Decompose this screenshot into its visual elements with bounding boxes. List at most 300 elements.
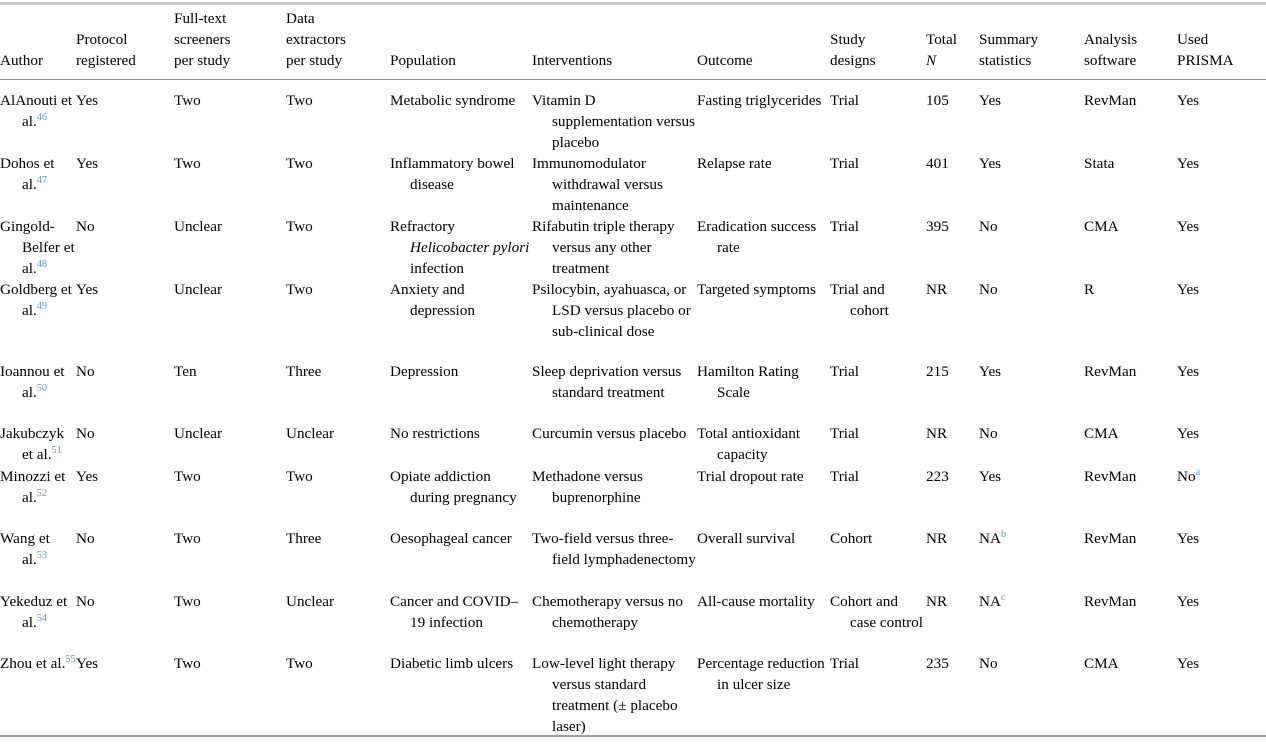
cell-author bbox=[0, 466, 76, 509]
table-row bbox=[0, 634, 1266, 738]
column-header-line: PRISMA bbox=[1177, 52, 1234, 70]
cell-protocol bbox=[76, 634, 174, 738]
outcome-value: Total antioxidant capacity bbox=[697, 425, 801, 463]
column-header-interventions bbox=[532, 0, 697, 79]
column-header-line bbox=[926, 9, 979, 30]
cell-interventions bbox=[532, 79, 697, 154]
cell-designs bbox=[830, 571, 926, 634]
interventions-value: Sleep deprivation versus standard treatment bbox=[532, 363, 682, 401]
prisma-value: Yes bbox=[1177, 655, 1200, 672]
column-header-line: Protocol bbox=[76, 31, 128, 49]
column-header-line bbox=[697, 30, 830, 51]
column-header-line: Analysis bbox=[1084, 31, 1138, 49]
cell-outcome bbox=[697, 343, 830, 404]
column-header-line: Data bbox=[286, 10, 315, 28]
protocol-value: No bbox=[76, 218, 95, 235]
screeners-value: Unclear bbox=[174, 218, 223, 235]
cell-screeners bbox=[174, 571, 286, 634]
cell-software bbox=[1084, 404, 1177, 466]
extractors-value: Three bbox=[286, 363, 322, 380]
prisma-value: No$^a$ bbox=[1177, 466, 1201, 485]
cell-designs bbox=[830, 634, 926, 738]
prisma-value: Yes bbox=[1177, 425, 1200, 442]
table-body bbox=[0, 79, 1266, 738]
cell-prisma bbox=[1177, 154, 1266, 217]
column-header-line: N bbox=[926, 52, 937, 70]
population-value: Oesophageal cancer bbox=[390, 530, 512, 547]
cell-screeners bbox=[174, 466, 286, 509]
designs-value: Trial bbox=[830, 655, 859, 672]
author-value: Jakubczyk et al.$^{51}$ bbox=[0, 425, 65, 463]
author-value: Yekeduz et al.$^{54}$ bbox=[0, 593, 68, 631]
citation-superscript[interactable]: 48 bbox=[36, 258, 48, 270]
designs-value: Trial bbox=[830, 468, 859, 485]
cell-extractors bbox=[286, 154, 390, 217]
cell-protocol bbox=[76, 79, 174, 154]
software-value: RevMan bbox=[1084, 593, 1137, 610]
cell-designs bbox=[830, 280, 926, 343]
cell-software bbox=[1084, 571, 1177, 634]
citation-superscript[interactable]: 47 bbox=[36, 174, 48, 186]
extractors-value: Unclear bbox=[286, 425, 335, 442]
column-header-line bbox=[532, 9, 697, 30]
cell-interventions bbox=[532, 217, 697, 280]
protocol-value: No bbox=[76, 593, 95, 610]
prisma-value: Yes bbox=[1177, 530, 1200, 547]
cell-protocol bbox=[76, 509, 174, 571]
column-header-line bbox=[390, 30, 532, 51]
cell-protocol bbox=[76, 466, 174, 509]
software-value: R bbox=[1084, 281, 1095, 298]
column-header-line: Interventions bbox=[532, 52, 613, 70]
cell-summary bbox=[979, 79, 1084, 154]
cell-screeners bbox=[174, 280, 286, 343]
extractors-value: Two bbox=[286, 281, 313, 298]
author-value: Wang et al.$^{53}$ bbox=[0, 530, 50, 568]
author-value: Gingold-Belfer et al.$^{48}$ bbox=[0, 218, 75, 277]
cell-population bbox=[390, 217, 532, 280]
cell-designs bbox=[830, 154, 926, 217]
cell-total-n bbox=[926, 466, 979, 509]
column-header-line: Summary bbox=[979, 31, 1039, 49]
screeners-value: Two bbox=[174, 468, 201, 485]
extractors-value: Two bbox=[286, 655, 313, 672]
designs-value: Cohort bbox=[830, 530, 873, 547]
column-header-line bbox=[1177, 9, 1266, 30]
column-header-line: statistics bbox=[979, 52, 1032, 70]
cell-author bbox=[0, 217, 76, 280]
cell-designs bbox=[830, 509, 926, 571]
designs-value: Trial bbox=[830, 218, 859, 235]
interventions-value: Chemotherapy versus no chemotherapy bbox=[532, 593, 683, 631]
column-header-line: Used bbox=[1177, 31, 1209, 49]
citation-superscript[interactable]: 49 bbox=[36, 300, 48, 312]
column-header-summary-statistics bbox=[979, 0, 1084, 79]
cell-prisma bbox=[1177, 343, 1266, 404]
cell-author bbox=[0, 509, 76, 571]
cell-interventions bbox=[532, 466, 697, 509]
population-value: No restrictions bbox=[390, 425, 480, 442]
cell-prisma bbox=[1177, 280, 1266, 343]
column-header-data-extractors bbox=[286, 0, 390, 79]
outcome-value: Hamilton Rating Scale bbox=[697, 363, 799, 401]
population-value: Opiate addiction during pregnancy bbox=[390, 468, 517, 506]
cell-screeners bbox=[174, 343, 286, 404]
cell-population bbox=[390, 634, 532, 738]
extractors-value: Two bbox=[286, 155, 313, 172]
extractors-value: Two bbox=[286, 218, 313, 235]
interventions-value: Rifabutin triple therapy versus any other treatment bbox=[532, 218, 675, 277]
cell-software bbox=[1084, 509, 1177, 571]
extractors-value: Two bbox=[286, 468, 313, 485]
column-header-line: Total bbox=[926, 31, 957, 49]
column-header-line bbox=[697, 9, 830, 30]
cell-interventions bbox=[532, 280, 697, 343]
interventions-value: Two-field versus three-field lymphadenectomy bbox=[532, 530, 696, 568]
cell-total-n bbox=[926, 509, 979, 571]
cell-population bbox=[390, 509, 532, 571]
summary-value: No bbox=[979, 281, 998, 298]
scientific-name: Helicobacter pylori bbox=[410, 238, 530, 256]
cell-protocol bbox=[76, 404, 174, 466]
cell-protocol bbox=[76, 343, 174, 404]
screeners-value: Ten bbox=[174, 363, 197, 380]
cell-protocol bbox=[76, 154, 174, 217]
screeners-value: Two bbox=[174, 530, 201, 547]
cell-total-n bbox=[926, 217, 979, 280]
total-n-value: 105 bbox=[926, 92, 949, 109]
total-n-value: NR bbox=[926, 593, 948, 610]
outcome-value: Percentage reduction in ulcer size bbox=[697, 655, 825, 693]
cell-outcome bbox=[697, 466, 830, 509]
cell-extractors bbox=[286, 79, 390, 154]
citation-superscript[interactable]: 52 bbox=[36, 487, 48, 499]
protocol-value: Yes bbox=[76, 655, 99, 672]
cell-total-n bbox=[926, 571, 979, 634]
population-value: Anxiety and depression bbox=[390, 281, 475, 319]
cell-author bbox=[0, 79, 76, 154]
cell-prisma bbox=[1177, 404, 1266, 466]
cell-total-n bbox=[926, 154, 979, 217]
cell-summary bbox=[979, 217, 1084, 280]
author-value: AlAnouti et al.$^{46}$ bbox=[0, 92, 73, 130]
cell-population bbox=[390, 79, 532, 154]
designs-value: Cohort and case control bbox=[830, 593, 923, 631]
column-header-line bbox=[979, 9, 1084, 30]
table-header bbox=[0, 0, 1266, 79]
screeners-value: Two bbox=[174, 655, 201, 672]
cell-extractors bbox=[286, 509, 390, 571]
cell-screeners bbox=[174, 634, 286, 738]
designs-value: Trial bbox=[830, 425, 859, 442]
table-header-row bbox=[0, 0, 1266, 79]
cell-software bbox=[1084, 280, 1177, 343]
cell-author bbox=[0, 404, 76, 466]
prisma-value: Yes bbox=[1177, 593, 1200, 610]
protocol-value: Yes bbox=[76, 468, 99, 485]
cell-total-n bbox=[926, 634, 979, 738]
cell-interventions bbox=[532, 634, 697, 738]
software-value: RevMan bbox=[1084, 92, 1137, 109]
column-header-line: Study bbox=[830, 31, 866, 49]
cell-interventions bbox=[532, 571, 697, 634]
cell-prisma bbox=[1177, 466, 1266, 509]
cell-population bbox=[390, 404, 532, 466]
cell-prisma bbox=[1177, 634, 1266, 738]
cell-population bbox=[390, 343, 532, 404]
total-n-value: NR bbox=[926, 530, 948, 547]
table-row bbox=[0, 571, 1266, 634]
summary-value: Yes bbox=[979, 363, 1002, 380]
citation-superscript[interactable]: 46 bbox=[36, 111, 48, 123]
cell-outcome bbox=[697, 404, 830, 466]
table-row bbox=[0, 404, 1266, 466]
software-value: CMA bbox=[1084, 425, 1119, 442]
cell-total-n bbox=[926, 79, 979, 154]
cell-software bbox=[1084, 343, 1177, 404]
designs-value: Trial bbox=[830, 155, 859, 172]
software-value: CMA bbox=[1084, 655, 1119, 672]
cell-software bbox=[1084, 79, 1177, 154]
protocol-value: No bbox=[76, 425, 95, 442]
screeners-value: Two bbox=[174, 92, 201, 109]
cell-extractors bbox=[286, 571, 390, 634]
outcome-value: Relapse rate bbox=[697, 155, 772, 172]
column-header-line: Outcome bbox=[697, 52, 753, 70]
cell-screeners bbox=[174, 404, 286, 466]
cell-interventions bbox=[532, 404, 697, 466]
table-row bbox=[0, 343, 1266, 404]
column-header-total-n bbox=[926, 0, 979, 79]
interventions-value: Vitamin D supplementation versus placebo bbox=[532, 92, 695, 151]
interventions-value: Psilocybin, ayahuasca, or LSD versus placebo or sub-clinical dose bbox=[532, 281, 691, 340]
cell-outcome bbox=[697, 79, 830, 154]
summary-value: Yes bbox=[979, 92, 1002, 109]
outcome-value: All-cause mortality bbox=[697, 593, 815, 610]
cell-prisma bbox=[1177, 79, 1266, 154]
cell-author bbox=[0, 280, 76, 343]
cell-screeners bbox=[174, 154, 286, 217]
population-value: Cancer and COVID–19 infection bbox=[390, 593, 519, 631]
table-row bbox=[0, 509, 1266, 571]
cell-summary bbox=[979, 343, 1084, 404]
cell-software bbox=[1084, 466, 1177, 509]
column-header-line: per study bbox=[286, 52, 343, 70]
prisma-value: Yes bbox=[1177, 218, 1200, 235]
population-value: Refractory Helicobacter pylori infection bbox=[390, 218, 530, 277]
cell-extractors bbox=[286, 280, 390, 343]
total-n-value: 395 bbox=[926, 218, 949, 235]
summary-value: No bbox=[979, 425, 998, 442]
cell-summary bbox=[979, 404, 1084, 466]
cell-author bbox=[0, 634, 76, 738]
cell-designs bbox=[830, 466, 926, 509]
cell-total-n bbox=[926, 404, 979, 466]
cell-outcome bbox=[697, 634, 830, 738]
cell-total-n bbox=[926, 343, 979, 404]
cell-summary bbox=[979, 571, 1084, 634]
citation-superscript[interactable]: 51 bbox=[51, 444, 62, 456]
column-header-line bbox=[76, 9, 174, 30]
total-n-value: 401 bbox=[926, 155, 949, 172]
extractors-value: Two bbox=[286, 92, 313, 109]
protocol-value: Yes bbox=[76, 92, 99, 109]
cell-extractors bbox=[286, 343, 390, 404]
citation-superscript[interactable]: 55 bbox=[65, 653, 76, 665]
cell-prisma bbox=[1177, 217, 1266, 280]
summary-value: No bbox=[979, 655, 998, 672]
software-value: RevMan bbox=[1084, 468, 1137, 485]
outcome-value: Trial dropout rate bbox=[697, 468, 804, 485]
column-header-line: designs bbox=[830, 52, 876, 70]
cell-software bbox=[1084, 634, 1177, 738]
cell-protocol bbox=[76, 280, 174, 343]
cell-designs bbox=[830, 217, 926, 280]
column-header-line bbox=[1084, 9, 1177, 30]
cell-outcome bbox=[697, 217, 830, 280]
total-n-value: 223 bbox=[926, 468, 949, 485]
author-value: Dohos et al.$^{47}$ bbox=[0, 155, 55, 193]
author-value: Ioannou et al.$^{50}$ bbox=[0, 363, 65, 401]
column-header-line: registered bbox=[76, 52, 136, 70]
total-n-value: NR bbox=[926, 281, 948, 298]
protocol-value: Yes bbox=[76, 281, 99, 298]
outcome-value: Fasting triglycerides bbox=[697, 92, 822, 109]
cell-author bbox=[0, 343, 76, 404]
column-header-protocol-registered bbox=[76, 0, 174, 79]
cell-screeners bbox=[174, 79, 286, 154]
column-header-author bbox=[0, 0, 76, 79]
interventions-value: Methadone versus buprenorphine bbox=[532, 468, 643, 506]
cell-summary bbox=[979, 466, 1084, 509]
interventions-value: Immunomodulator withdrawal versus maintenance bbox=[532, 155, 663, 214]
cell-outcome bbox=[697, 571, 830, 634]
outcome-value: Targeted symptoms bbox=[697, 281, 816, 298]
column-header-line: Population bbox=[390, 52, 456, 70]
software-value: RevMan bbox=[1084, 530, 1137, 547]
column-header-line: software bbox=[1084, 52, 1137, 70]
population-value: Metabolic syndrome bbox=[390, 92, 516, 109]
column-header-fulltext-screeners bbox=[174, 0, 286, 79]
designs-value: Trial bbox=[830, 363, 859, 380]
cell-population bbox=[390, 466, 532, 509]
cell-designs bbox=[830, 343, 926, 404]
prisma-value: Yes bbox=[1177, 155, 1200, 172]
column-header-used-prisma bbox=[1177, 0, 1266, 79]
table-row bbox=[0, 217, 1266, 280]
screeners-value: Two bbox=[174, 155, 201, 172]
designs-value: Trial and cohort bbox=[830, 281, 889, 319]
author-value: Zhou et al.$^{55}$ bbox=[0, 653, 76, 672]
screeners-value: Unclear bbox=[174, 281, 223, 298]
cell-software bbox=[1084, 154, 1177, 217]
screeners-value: Two bbox=[174, 593, 201, 610]
protocol-value: Yes bbox=[76, 155, 99, 172]
column-header-line bbox=[532, 30, 697, 51]
summary-value: NA$^b$ bbox=[979, 528, 1007, 547]
column-header-line: Full-text bbox=[174, 10, 227, 28]
author-value: Minozzi et al.$^{52}$ bbox=[0, 468, 66, 506]
summary-value: No bbox=[979, 218, 998, 235]
prisma-value: Yes bbox=[1177, 92, 1200, 109]
cell-population bbox=[390, 571, 532, 634]
column-header-line: per study bbox=[174, 52, 231, 70]
interventions-value: Low-level light therapy versus standard treatment (± placebo laser) bbox=[532, 655, 678, 735]
cell-designs bbox=[830, 79, 926, 154]
outcome-value: Eradication success rate bbox=[697, 218, 817, 256]
cell-author bbox=[0, 154, 76, 217]
cell-total-n bbox=[926, 280, 979, 343]
column-header-outcome bbox=[697, 0, 830, 79]
cell-outcome bbox=[697, 509, 830, 571]
citation-superscript[interactable]: 54 bbox=[36, 612, 48, 624]
cell-protocol bbox=[76, 571, 174, 634]
prisma-value: Yes bbox=[1177, 281, 1200, 298]
population-value: Inflammatory bowel disease bbox=[390, 155, 515, 193]
column-header-line: extractors bbox=[286, 31, 346, 49]
cell-summary bbox=[979, 154, 1084, 217]
column-header-line: Author bbox=[0, 52, 44, 70]
column-header-line bbox=[390, 9, 532, 30]
cell-summary bbox=[979, 634, 1084, 738]
cell-screeners bbox=[174, 509, 286, 571]
designs-value: Trial bbox=[830, 92, 859, 109]
cell-author bbox=[0, 571, 76, 634]
cell-software bbox=[1084, 217, 1177, 280]
author-value: Goldberg et al.$^{49}$ bbox=[0, 281, 72, 319]
extractors-value: Unclear bbox=[286, 593, 335, 610]
cell-extractors bbox=[286, 466, 390, 509]
citation-superscript[interactable]: 53 bbox=[36, 549, 48, 561]
outcome-value: Overall survival bbox=[697, 530, 796, 547]
software-value: RevMan bbox=[1084, 363, 1137, 380]
software-value: Stata bbox=[1084, 155, 1115, 172]
cell-interventions bbox=[532, 343, 697, 404]
footnote-superscript[interactable]: c bbox=[1000, 591, 1006, 603]
protocol-value: No bbox=[76, 363, 95, 380]
cell-summary bbox=[979, 509, 1084, 571]
cell-population bbox=[390, 280, 532, 343]
table-row bbox=[0, 280, 1266, 343]
cell-summary bbox=[979, 280, 1084, 343]
interventions-value: Curcumin versus placebo bbox=[532, 425, 687, 442]
cell-population bbox=[390, 154, 532, 217]
citation-superscript[interactable]: 50 bbox=[36, 382, 48, 394]
column-header-line bbox=[0, 9, 76, 30]
cell-prisma bbox=[1177, 571, 1266, 634]
cell-protocol bbox=[76, 217, 174, 280]
footnote-superscript[interactable]: a bbox=[1195, 466, 1201, 478]
table-row bbox=[0, 466, 1266, 509]
total-n-value: 215 bbox=[926, 363, 949, 380]
footnote-superscript[interactable]: b bbox=[1000, 528, 1007, 540]
extractors-value: Three bbox=[286, 530, 322, 547]
cell-designs bbox=[830, 404, 926, 466]
total-n-value: NR bbox=[926, 425, 948, 442]
column-header-line bbox=[0, 30, 76, 51]
screeners-value: Unclear bbox=[174, 425, 223, 442]
column-header-study-designs bbox=[830, 0, 926, 79]
cell-interventions bbox=[532, 154, 697, 217]
column-header-line: screeners bbox=[174, 31, 231, 49]
table-row bbox=[0, 79, 1266, 154]
column-header-population bbox=[390, 0, 532, 79]
cell-extractors bbox=[286, 217, 390, 280]
population-value: Depression bbox=[390, 363, 459, 380]
cell-screeners bbox=[174, 217, 286, 280]
column-header-analysis-software bbox=[1084, 0, 1177, 79]
summary-value: NA$^c$ bbox=[979, 591, 1006, 610]
